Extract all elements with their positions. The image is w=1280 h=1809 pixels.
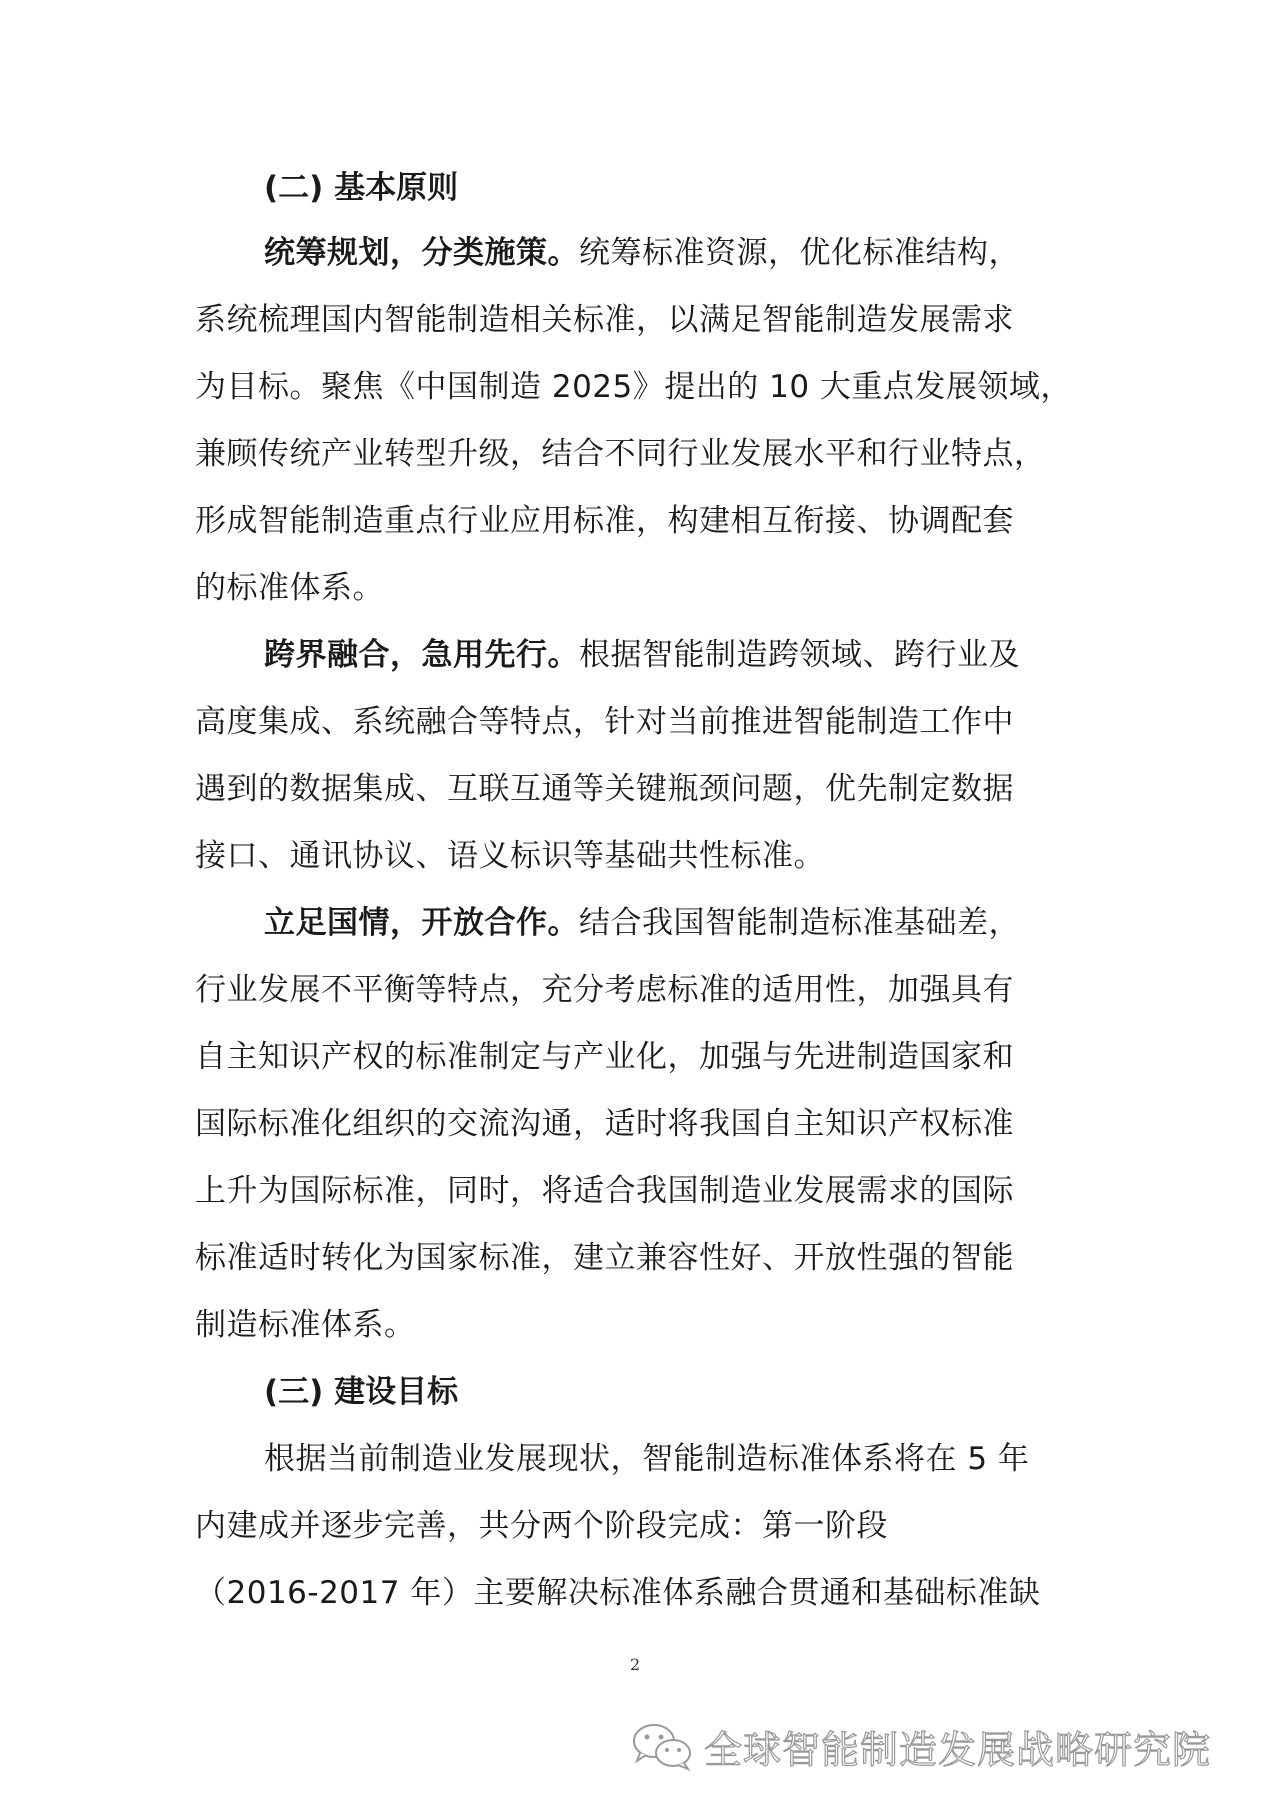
paragraph-3-line-3: 自主知识产权的标准制定与产业化，加强与先进制造国家和 [195, 1039, 1014, 1075]
paragraph-1-line-2: 系统梳理国内智能制造相关标准，以满足智能制造发展需求 [195, 302, 1014, 338]
paragraph-1-line-3: 为目标。聚焦《中国制造 2025》提出的 10 大重点发展领域， [195, 369, 1072, 405]
paragraph-1-lead: 统筹规划，分类施策。 [264, 235, 579, 271]
watermark-text: 全球智能制造发展战略研究院 [704, 1727, 1212, 1772]
page-number: 2 [630, 1655, 641, 1674]
paragraph-2-text: 根据智能制造跨领域、跨行业及 [579, 637, 1020, 673]
paragraph-1-line-4: 兼顾传统产业转型升级，结合不同行业发展水平和行业特点， [195, 436, 1046, 472]
paragraph-1-line-6: 的标准体系。 [195, 570, 384, 606]
paragraph-3-line-2: 行业发展不平衡等特点，充分考虑标准的适用性，加强具有 [195, 972, 1014, 1008]
paragraph-3-lead: 立足国情，开放合作。 [264, 905, 579, 941]
section-heading-principles: (二) 基本原则 [264, 170, 459, 206]
paragraph-3-line-1 [264, 903, 1020, 943]
section-3-line-2: 内建成并逐步完善，共分两个阶段完成：第一阶段 [195, 1508, 888, 1544]
paragraph-2-line-4: 接口、通讯协议、语义标识等基础共性标准。 [195, 838, 825, 874]
paragraph-3-text: 结合我国智能制造标准基础差， [579, 905, 1020, 941]
paragraph-2-line-3: 遇到的数据集成、互联互通等关键瓶颈问题，优先制定数据 [195, 771, 1014, 807]
paragraph-3-line-7: 制造标准体系。 [195, 1307, 416, 1343]
paragraph-1-line-5: 形成智能制造重点行业应用标准，构建相互衔接、协调配套 [195, 503, 1014, 539]
section-3-line-3: （2016-2017 年）主要解决标准体系融合贯通和基础标准缺 [195, 1575, 1041, 1611]
section-3-line-1: 根据当前制造业发展现状，智能制造标准体系将在 5 年 [264, 1441, 1030, 1477]
paragraph-3-line-4: 国际标准化组织的交流沟通，适时将我国自主知识产权标准 [195, 1106, 1014, 1142]
section-heading-goals: (三) 建设目标 [264, 1374, 459, 1410]
paragraph-2-lead: 跨界融合，急用先行。 [264, 637, 579, 673]
wechat-icon [630, 1721, 694, 1771]
paragraph-3-line-6: 标准适时转化为国家标准，建立兼容性好、开放性强的智能 [195, 1240, 1014, 1276]
paragraph-2-line-1 [264, 635, 1020, 675]
paragraph-2-line-2: 高度集成、系统融合等特点，针对当前推进智能制造工作中 [195, 704, 1014, 740]
watermark [630, 1716, 1211, 1776]
paragraph-3-line-5: 上升为国际标准，同时，将适合我国制造业发展需求的国际 [195, 1173, 1014, 1209]
paragraph-1-line-1 [264, 233, 1020, 273]
paragraph-1-text: 统筹标准资源，优化标准结构， [579, 235, 1020, 271]
